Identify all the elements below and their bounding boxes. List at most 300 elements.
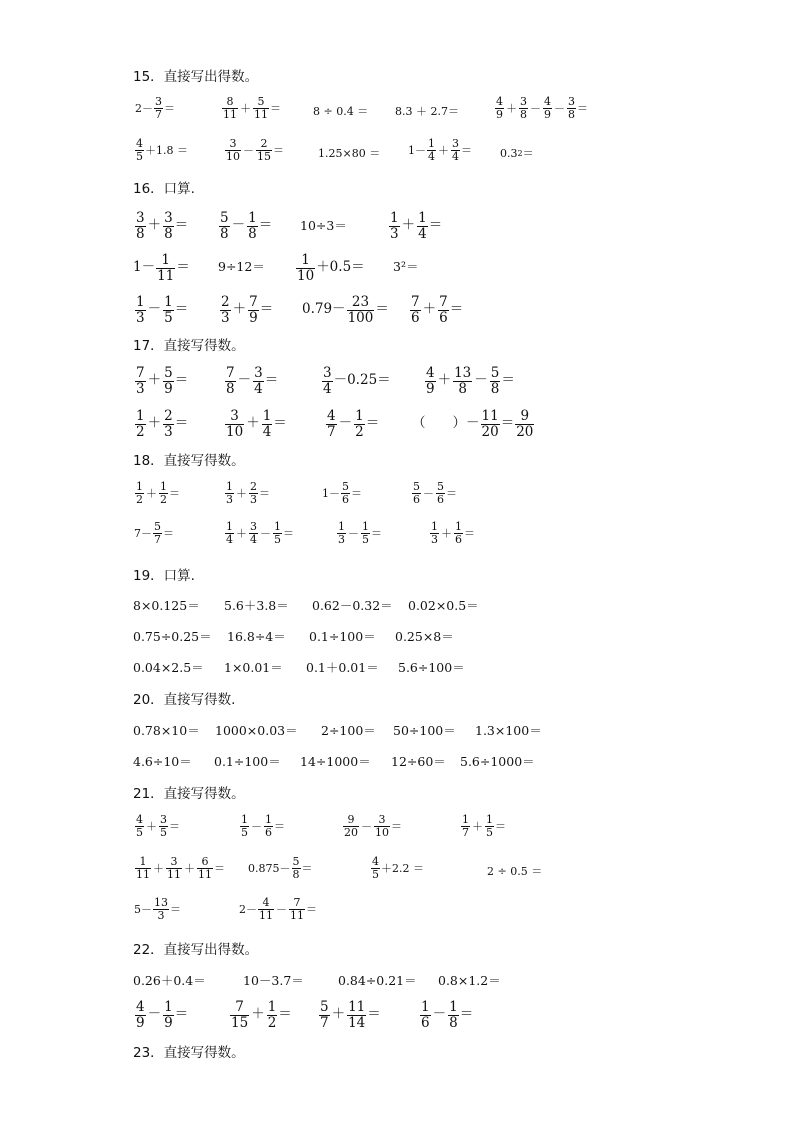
q15-problem-4	[395, 106, 459, 117]
math-text: 5	[362, 532, 369, 546]
fraction	[163, 366, 174, 396]
math-text: ＝	[501, 372, 515, 389]
math-text: ＋	[331, 1006, 346, 1023]
fraction	[163, 1000, 174, 1030]
math-text: 1	[164, 999, 173, 1015]
math-text: ＝	[367, 1006, 381, 1023]
math-text: 8	[164, 225, 173, 242]
fraction	[322, 366, 333, 396]
math-text: 8	[226, 95, 234, 108]
math-text: 1	[267, 999, 277, 1015]
math-text: 5	[220, 210, 229, 226]
fraction	[156, 253, 175, 283]
math-text: 10	[226, 149, 240, 163]
math-text: 7	[235, 999, 244, 1015]
math-text: 3	[221, 309, 230, 326]
fraction	[253, 96, 269, 121]
math-text: 7	[226, 365, 235, 381]
math-text: 3	[136, 380, 145, 397]
fraction	[225, 366, 236, 396]
q17-problem-7	[325, 409, 379, 439]
math-text: 1	[164, 294, 173, 310]
q16-problem-8	[393, 261, 418, 274]
fraction	[219, 211, 230, 241]
math-text: ＝	[259, 486, 270, 500]
math-text: ＋	[146, 819, 157, 833]
math-text: －	[147, 1006, 162, 1023]
math-text: ＝	[577, 101, 588, 115]
fraction	[461, 814, 470, 839]
math-text: 4	[136, 999, 145, 1015]
fraction	[258, 897, 274, 922]
math-text: 7	[293, 896, 301, 909]
math-text: 6	[455, 532, 462, 546]
q19-problem: 0.25×8＝	[395, 629, 454, 644]
math-text: ＋	[147, 372, 162, 389]
math-text: ＝	[169, 486, 180, 500]
heading-q16: 16．口算.	[133, 181, 195, 197]
q20-problem: 4.6÷10＝	[133, 754, 192, 769]
math-text: ＝	[391, 819, 402, 833]
math-text: ＋	[438, 143, 449, 157]
math-text: ＋	[506, 101, 517, 115]
q17-problem-6	[224, 409, 287, 439]
math-text: 2 ÷ 0.5 ＝	[487, 865, 543, 878]
q18-problem-4	[411, 481, 457, 506]
math-text: －	[243, 143, 254, 157]
math-text: 3	[160, 813, 167, 826]
math-text: 1	[428, 137, 435, 150]
math-text: ＝	[459, 1006, 474, 1023]
fraction	[135, 138, 144, 163]
fraction	[163, 409, 174, 439]
math-text: 4	[418, 225, 427, 242]
math-text: －	[147, 301, 162, 318]
math-text: 8 ÷ 0.4 ＝	[313, 105, 369, 118]
math-text: ＝	[274, 819, 285, 833]
math-text: ＋	[236, 486, 247, 500]
fraction	[197, 856, 213, 881]
q21-problem-5	[134, 856, 225, 881]
heading-q17: 17．直接写得数。	[133, 338, 245, 354]
math-text: 5	[160, 825, 167, 839]
q16-problem-5	[133, 253, 190, 283]
fraction	[453, 366, 472, 396]
fraction	[485, 814, 494, 839]
q15-problem-3	[313, 106, 368, 117]
math-text: －	[251, 819, 262, 833]
math-text: 14	[348, 1014, 366, 1031]
q20-problem: 12÷60＝	[391, 754, 446, 769]
math-text: 3	[452, 137, 459, 150]
math-text: 3	[431, 532, 438, 546]
math-text: 1	[431, 520, 438, 533]
math-text: ＋	[437, 372, 452, 389]
math-text: 1	[136, 408, 145, 424]
math-text: 5	[164, 309, 173, 326]
math-text: ＝	[301, 861, 313, 875]
math-text: 8	[136, 225, 145, 242]
q19-problem: 0.75÷0.25＝	[133, 629, 212, 644]
q18-problem-5	[134, 521, 174, 546]
math-text: 1	[274, 520, 281, 533]
math-text: ＝	[259, 301, 274, 318]
math-text: 11	[167, 867, 181, 881]
math-text: 7	[462, 825, 469, 839]
q16-problem-12	[409, 295, 463, 325]
math-text: ＝	[163, 526, 174, 540]
fraction	[159, 481, 168, 506]
math-text: ＝	[174, 217, 189, 234]
math-text: ＝	[174, 1006, 189, 1023]
math-text: 13	[454, 365, 472, 381]
math-text: 5－	[134, 902, 152, 916]
math-text: 1	[421, 999, 430, 1015]
math-text: 4	[496, 95, 503, 108]
math-text: 9	[520, 408, 530, 424]
fraction	[154, 96, 163, 121]
math-text: 6	[201, 855, 209, 868]
math-text: 8	[226, 380, 235, 397]
math-text: 2	[136, 492, 143, 506]
math-text: －	[237, 372, 252, 389]
math-text: 9	[347, 813, 355, 826]
math-text: ＝	[371, 526, 382, 540]
math-text: 7	[411, 294, 420, 310]
q17-problem-3	[321, 366, 391, 396]
fraction	[289, 897, 305, 922]
math-text: 6	[421, 1014, 430, 1031]
fraction	[240, 814, 249, 839]
math-text: －0.25＝	[333, 372, 391, 389]
math-text: 9	[164, 380, 173, 397]
fraction	[253, 366, 264, 396]
q21-problem-6	[248, 856, 313, 881]
math-text: ＝	[306, 902, 317, 916]
math-text: －	[260, 526, 271, 540]
math-text: ＝	[365, 415, 380, 432]
fraction	[371, 856, 380, 881]
math-text: 9	[249, 309, 258, 326]
q19-problem: 0.1＋0.01＝	[306, 660, 379, 675]
q17-problem-4	[424, 366, 515, 396]
q20-problem: 1000×0.03＝	[215, 723, 298, 738]
q16-problem-6	[218, 261, 265, 274]
math-text: 5	[320, 999, 329, 1015]
q15-problem-8	[318, 148, 380, 159]
math-text: 1.25×80 ＝	[318, 147, 381, 160]
math-text: 4	[136, 137, 143, 150]
math-text: 9	[136, 1014, 145, 1031]
math-text: 15	[231, 1014, 249, 1031]
math-text: 1－	[408, 143, 426, 157]
math-text: 6	[411, 309, 420, 326]
math-text: 1	[301, 252, 310, 268]
math-text: 5	[257, 95, 265, 108]
heading-q22: 22．直接写出得数。	[133, 942, 259, 958]
fraction	[519, 96, 528, 121]
fraction	[135, 481, 144, 506]
math-text: 1	[338, 520, 345, 533]
q21-problem-9	[134, 897, 181, 922]
q20-problem: 50÷100＝	[393, 723, 456, 738]
math-text: ＋	[251, 1006, 265, 1023]
math-text: 3	[155, 95, 162, 108]
math-text: 3	[250, 520, 257, 533]
fraction	[347, 1000, 366, 1030]
fraction	[222, 96, 238, 121]
fraction	[159, 814, 168, 839]
q20-problem: 14÷1000＝	[300, 754, 371, 769]
math-text: 4	[327, 408, 336, 424]
fraction	[389, 211, 400, 241]
math-text: 3	[164, 423, 173, 440]
q18-problem-8	[429, 521, 475, 546]
math-text: 10	[375, 825, 389, 839]
math-text: ＋1.8 ＝	[145, 143, 188, 157]
math-text: 5	[490, 365, 500, 381]
math-text: 4	[544, 95, 551, 108]
fraction	[264, 814, 273, 839]
math-text: ＝	[464, 526, 475, 540]
math-text: 11	[223, 107, 237, 121]
math-text: ＝	[273, 415, 287, 432]
math-text: 1	[486, 813, 493, 826]
fraction	[515, 409, 534, 439]
fraction	[225, 138, 241, 163]
math-text: 7	[327, 423, 336, 440]
math-text: 8	[449, 1014, 458, 1031]
math-text: ＝	[428, 217, 443, 234]
fraction	[343, 814, 359, 839]
math-text: 4	[323, 380, 332, 397]
math-text: 6	[437, 492, 444, 506]
math-text: ＋	[147, 415, 162, 432]
math-text: 0.3	[500, 147, 518, 160]
q21-problem-1	[134, 814, 180, 839]
q22-problem-7	[318, 1000, 381, 1030]
fraction	[436, 481, 445, 506]
q20-problem: 0.78×10＝	[133, 723, 200, 738]
math-text: 3	[338, 532, 345, 546]
fraction	[135, 1000, 146, 1030]
q22-problem: 0.8×1.2＝	[438, 973, 501, 988]
math-text: 1	[161, 252, 170, 268]
q17-problem-1	[134, 366, 188, 396]
q16-problem-1	[134, 211, 188, 241]
math-text: ＋	[422, 301, 437, 318]
math-text: 3	[157, 908, 165, 922]
math-text: －	[554, 101, 565, 115]
math-text: 3	[230, 408, 239, 424]
math-text: 2	[250, 480, 257, 493]
fraction	[153, 521, 162, 546]
fraction	[543, 96, 552, 121]
math-text: 5	[372, 867, 379, 881]
q19-problem: 0.62－0.32＝	[312, 598, 393, 613]
math-text: 4	[250, 532, 257, 546]
math-text: 11	[157, 267, 175, 284]
math-text: 9	[164, 1014, 173, 1031]
math-text: 6	[413, 492, 420, 506]
math-text: ＋	[236, 526, 247, 540]
math-text: ＝	[351, 486, 362, 500]
q20-problem: 1.3×100＝	[475, 723, 542, 738]
fraction	[490, 366, 501, 396]
fraction	[262, 409, 273, 439]
math-text: 2	[221, 294, 230, 310]
q22-problem: 0.26＋0.4＝	[133, 973, 206, 988]
math-text: 2	[355, 423, 364, 440]
math-text: 1	[265, 813, 272, 826]
math-text: 20	[516, 423, 534, 440]
fraction	[454, 521, 463, 546]
fraction	[249, 521, 258, 546]
math-text: 3	[568, 95, 575, 108]
q19-problem: 0.04×2.5＝	[133, 660, 204, 675]
fraction	[326, 409, 337, 439]
math-text: ＋	[401, 217, 416, 234]
fraction	[427, 138, 436, 163]
q19-problem: 8×0.125＝	[133, 598, 200, 613]
q16-problem-2	[218, 211, 272, 241]
math-text: 1	[449, 999, 458, 1015]
math-text: ＋	[146, 486, 157, 500]
math-text: 5	[486, 825, 493, 839]
q15-problem-6	[134, 138, 188, 163]
math-text: 7	[154, 532, 161, 546]
math-text: 9	[496, 107, 503, 121]
math-text: －	[276, 902, 287, 916]
q22-problem: 10－3.7＝	[243, 973, 304, 988]
math-text: 6	[265, 825, 272, 839]
math-text: 1－	[322, 486, 340, 500]
math-text: ＝	[174, 301, 189, 318]
math-text: 3²＝	[393, 259, 419, 274]
math-text: 3	[164, 210, 173, 226]
fraction	[135, 856, 151, 881]
math-text: 1	[248, 210, 257, 226]
math-text: 11	[198, 867, 212, 881]
math-text: ＝	[264, 372, 279, 389]
fraction	[220, 295, 231, 325]
math-text: 5	[342, 480, 349, 493]
math-text: 3	[136, 210, 145, 226]
q18-problem-2	[224, 481, 270, 506]
fraction	[354, 409, 365, 439]
q18-problem-7	[336, 521, 382, 546]
fraction	[247, 211, 258, 241]
math-text: 2	[160, 492, 167, 506]
fraction	[163, 211, 174, 241]
fraction	[296, 253, 315, 283]
q21-problem-4	[460, 814, 506, 839]
math-text: －	[348, 526, 359, 540]
math-text: 8	[458, 380, 467, 397]
q18-problem-6	[224, 521, 294, 546]
math-text: 8	[520, 107, 527, 121]
math-text: ＋	[246, 415, 260, 432]
math-text: ＝	[170, 902, 181, 916]
math-text: ＝	[273, 143, 284, 157]
q21-problem-8	[487, 866, 542, 877]
math-text: ＝	[375, 301, 389, 318]
math-text: －	[361, 819, 372, 833]
math-text: ＝	[258, 217, 273, 234]
q22-problem-6	[229, 1000, 292, 1030]
math-text: 8	[292, 867, 300, 881]
math-text: 4	[226, 532, 233, 546]
fraction	[430, 521, 439, 546]
math-text: 3	[250, 492, 257, 506]
math-text: 1	[226, 480, 233, 493]
fraction	[495, 96, 504, 121]
q22-problem-8	[419, 1000, 473, 1030]
fraction	[153, 897, 169, 922]
math-text: 1	[455, 520, 462, 533]
math-text: 4	[262, 423, 272, 440]
fraction	[256, 138, 272, 163]
q16-problem-3	[300, 220, 347, 233]
math-text: 11	[481, 408, 499, 424]
math-text: －	[432, 1006, 447, 1023]
math-text: ＋	[472, 819, 483, 833]
fraction	[273, 521, 282, 546]
fraction	[410, 295, 421, 325]
fraction	[248, 295, 259, 325]
fraction	[425, 366, 436, 396]
q20-problem: 0.1÷100＝	[214, 754, 281, 769]
q16-problem-11	[302, 295, 389, 325]
math-text: 20	[344, 825, 358, 839]
math-text: 1	[226, 520, 233, 533]
fraction	[163, 295, 174, 325]
math-text: 3	[254, 365, 263, 381]
heading-q21: 21．直接写得数。	[133, 786, 245, 802]
q16-problem-4	[388, 211, 442, 241]
math-text: ＝	[174, 372, 189, 389]
math-text: 9÷12＝	[218, 259, 265, 274]
math-text: －	[338, 415, 353, 432]
math-text: 8	[490, 380, 500, 397]
math-text: 11	[290, 908, 304, 922]
heading-q18: 18．直接写得数。	[133, 453, 245, 469]
math-text: 3	[136, 309, 145, 326]
math-text: 1	[355, 408, 364, 424]
math-text: －	[423, 486, 434, 500]
math-text: 3	[520, 95, 527, 108]
math-text: 11	[259, 908, 273, 922]
fraction	[292, 856, 301, 881]
math-text: －	[474, 372, 488, 389]
math-text: 13	[154, 896, 168, 909]
math-text: 7	[320, 1014, 329, 1031]
fraction	[267, 1000, 278, 1030]
q15-problem-9	[408, 138, 472, 163]
math-text: 1	[462, 813, 469, 826]
math-text: 11	[254, 107, 268, 121]
math-text: 1	[262, 408, 272, 424]
q21-problem-2	[239, 814, 285, 839]
math-text: 6	[342, 492, 349, 506]
fraction	[412, 481, 421, 506]
math-text: 15	[257, 149, 271, 163]
math-text: 10	[226, 423, 244, 440]
fraction	[166, 856, 182, 881]
fraction	[417, 211, 428, 241]
fraction	[481, 409, 500, 439]
math-text: 1	[139, 855, 147, 868]
